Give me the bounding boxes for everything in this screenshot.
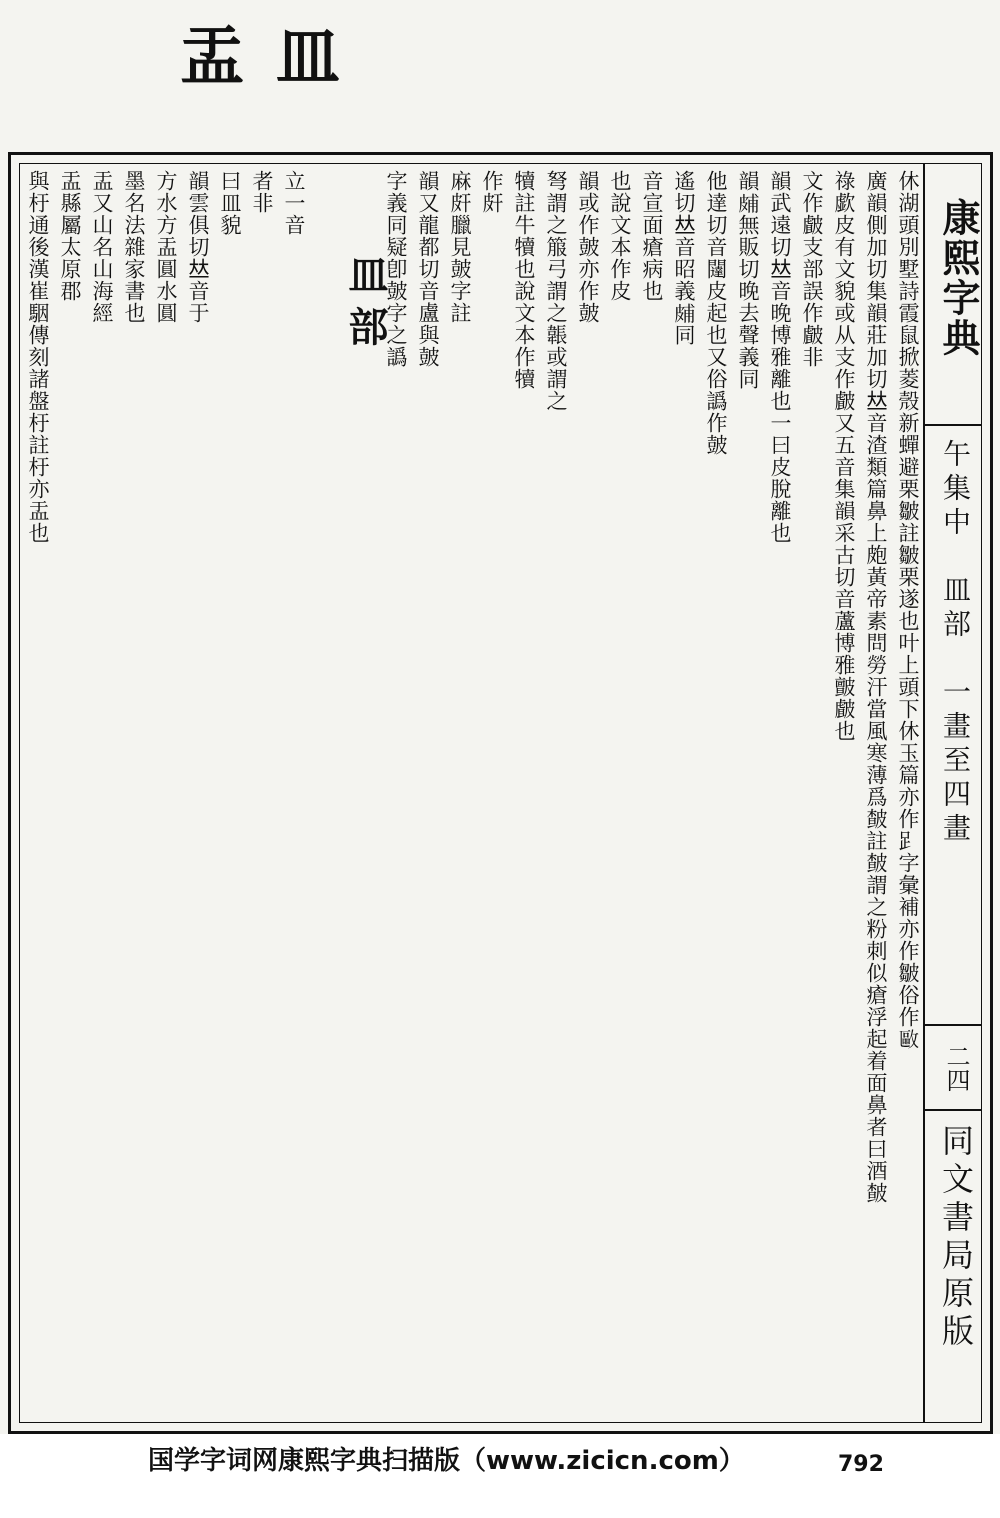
folio-number: 二四 [942, 1044, 970, 1092]
text-column: 盂又山名山海經 [90, 170, 114, 324]
text-column: 韻武遠切𠀤音晚博雅離也一曰皮脫離也 [768, 170, 792, 544]
text-column: 音宣面瘡病也 [640, 170, 664, 302]
text-column: 弩謂之箙弓謂之韔或謂之 [544, 170, 568, 412]
text-column: 作皯 [480, 170, 504, 214]
text-column: 也說文本作皮 [608, 170, 632, 302]
text-column: 立一音 [282, 170, 306, 236]
text-column: 與杅通後漢崔駰傳刻諸盤杅註杅亦盂也 [26, 170, 50, 544]
running-header [923, 164, 981, 1422]
seal-script-row [0, 18, 1000, 128]
page-inner-frame [19, 163, 982, 1423]
text-column: 曰皿貌 [218, 170, 242, 236]
text-column: 休湖頭別墅詩霞鼠掀菱殼新蟬避栗皺註皺栗遂也叶上頭下休玉篇亦作𧾷字彙補亦作皺俗作𢿛 [896, 170, 920, 1050]
text-column: 墨名法雜家書也 [122, 170, 146, 324]
seal-glyph-2: 皿 [276, 20, 340, 95]
text-column: 韻雲俱切𠀤音于 [186, 170, 210, 324]
text-column: 盂縣屬太原郡 [58, 170, 82, 302]
text-column: 方水方盂圓水圓 [154, 170, 178, 324]
text-column: 遙切𠀤音昭義𤿭同 [672, 170, 696, 346]
text-column: 韻又龍都切音盧與皷 [416, 170, 440, 368]
header-divider [925, 1109, 981, 1111]
text-column: 他達切音闥皮起也又俗譌作皷 [704, 170, 728, 456]
text-column: 字義同疑卽皷字之譌 [384, 170, 408, 368]
section-label: 午集中 皿部 一畫至四畫 [939, 439, 972, 847]
header-divider [925, 1024, 981, 1026]
text-columns [20, 164, 923, 1422]
text-column: 者非 [250, 170, 274, 214]
publisher-label: 同文書局原版 [937, 1124, 975, 1352]
seal-glyph-1: 盂 [180, 20, 244, 95]
header-divider [925, 424, 981, 426]
page-frame [8, 152, 993, 1434]
text-column: 文作皻支部誤作皻非 [800, 170, 824, 368]
text-column: 祿歔皮有文貌或从支作皻又五音集韻采古切音蘆博雅皽皻也 [832, 170, 856, 742]
text-column: 麻皯臘見皷字註 [448, 170, 472, 324]
scan-footer [0, 1434, 1000, 1480]
text-column: 廣韻側加切集韻莊加切𠀤音渣類篇鼻上皰黃帝素問勞汗當風寒薄爲皶註皶謂之粉刺似瘡浮起着面鼻者曰酒皶 [864, 170, 888, 1204]
page-number: 792 [838, 1452, 884, 1477]
radical-heading: 皿部 [342, 254, 389, 358]
text-column: 犢註牛犢也說文本作犢 [512, 170, 536, 390]
text-column: 韻𤿭無販切晚去聲義同 [736, 170, 760, 390]
text-column: 韻或作皷亦作皷 [576, 170, 600, 324]
book-title: 康熙字典 [936, 198, 981, 358]
source-caption: 国学字词网康熙字典扫描版（www.zicicn.com） [148, 1446, 745, 1476]
